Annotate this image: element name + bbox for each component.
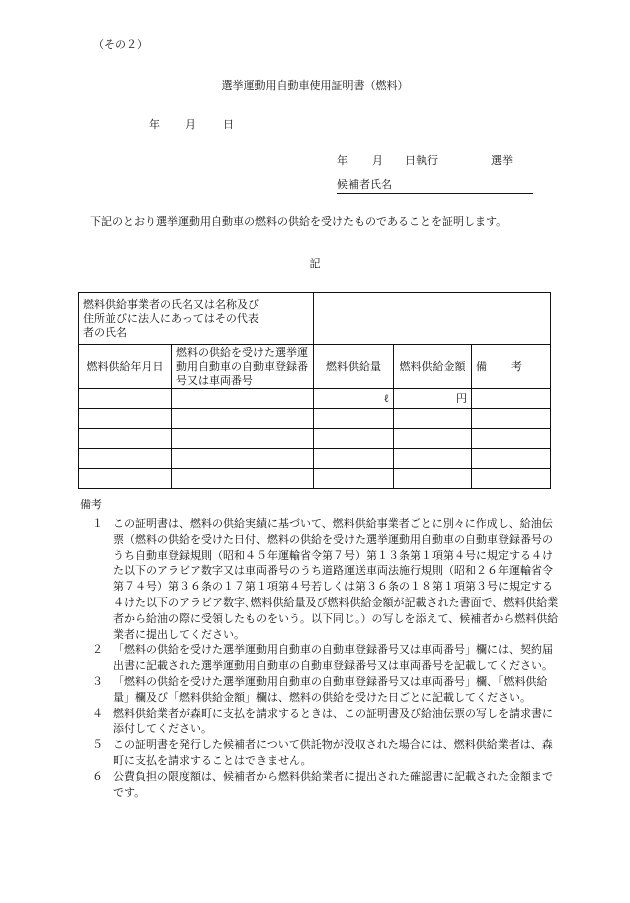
cell-date[interactable] [79, 429, 172, 449]
cell-fuel-amount[interactable] [314, 409, 394, 429]
fuel-certificate-table [78, 292, 551, 489]
table-row [79, 469, 551, 489]
exec-year-label: 年 [337, 154, 348, 167]
exec-month-label: 月 [372, 154, 383, 167]
month-label: 月 [185, 118, 196, 131]
table-header-row [79, 345, 551, 389]
note-number: １ [92, 517, 103, 530]
cell-date[interactable] [79, 389, 172, 409]
year-label: 年 [149, 118, 160, 131]
note-number: ５ [92, 738, 103, 752]
table-row [79, 389, 551, 409]
cell-remarks[interactable] [472, 389, 551, 409]
col-header-fuel-amount: 燃料供給量 [314, 345, 394, 389]
supplier-label-cell: 燃料供給事業者の氏名又は名称及び住所並びに法人にあってはその代表者の氏名 [79, 293, 314, 345]
supplier-row [79, 293, 551, 345]
candidate-name-label: 候補者氏名 [337, 178, 392, 191]
col-header-fuel-cost: 燃料供給金額 [394, 345, 472, 389]
cell-remarks[interactable] [472, 409, 551, 429]
cell-fuel-cost[interactable] [394, 449, 472, 469]
document-title: 選挙運動用自動車使用証明書（燃料） [221, 79, 409, 92]
list-item [80, 642, 560, 674]
day-label: 日 [223, 118, 234, 131]
cell-date[interactable] [79, 409, 172, 429]
table-row [79, 449, 551, 469]
election-execution-line [337, 152, 513, 168]
note-text: この証明書は、燃料の供給実績に基づいて、燃料供給事業者ごとに別々に作成し、給油伝票（燃料の供給を受けた日付、燃料の供給を受けた選挙運動用自動車の自動車登録番号のうち自動車登録規則（昭和４５年運輸省令第７号）第１３条第１項第４号に規定する４けた以下のアラビア数字又は車両番号のうち道路運送車両法施行規則（昭和２６年運輸省令第７４号）第３６条の１７第１項第４号若しくは第３６条の１８第１項第３号に規定する４けた以下のアラビア数字､燃料供給量及び燃料供給金額が記載された書面で、燃料供給業者から給油の際に受領したものをいう。以下同じ。）の写しを添えて、候補者から燃料供給業者に提出してください。 [113, 517, 559, 641]
cell-vehicle[interactable] [172, 409, 314, 429]
cell-fuel-cost[interactable] [394, 389, 472, 409]
note-text: 燃料供給業者が森町に支払を請求するときは、この証明書及び給油伝票の写しを請求書に添付してください。 [113, 706, 553, 736]
supplier-input-cell[interactable] [314, 293, 551, 345]
cell-remarks[interactable] [472, 449, 551, 469]
cell-vehicle[interactable] [172, 469, 314, 489]
note-number: ２ [92, 643, 103, 657]
note-number: ３ [92, 674, 103, 688]
exec-day-label: 日執行 [405, 154, 438, 167]
cell-fuel-amount[interactable] [314, 389, 394, 409]
cell-remarks[interactable] [472, 429, 551, 449]
cell-vehicle[interactable] [172, 389, 314, 409]
cell-remarks[interactable] [472, 469, 551, 489]
issue-date-line [149, 116, 234, 132]
notes-list [80, 516, 560, 800]
note-number: ６ [92, 769, 103, 783]
list-item [80, 737, 560, 769]
col-header-remarks: 備考 [472, 345, 551, 389]
cell-date[interactable] [79, 449, 172, 469]
cell-date[interactable] [79, 469, 172, 489]
list-item [80, 769, 560, 801]
candidate-name-line [337, 176, 533, 194]
cell-vehicle[interactable] [172, 429, 314, 449]
cell-fuel-cost[interactable] [394, 469, 472, 489]
certification-statement: 下記のとおり選挙運動用自動車の燃料の供給を受けたものであることを証明します。 [90, 215, 508, 228]
liter-unit: ℓ [383, 391, 390, 405]
yen-unit: 円 [456, 391, 468, 405]
col-header-date: 燃料供給年月日 [79, 345, 172, 389]
note-text: 「燃料の供給を受けた選挙運動用自動車の自動車登録番号又は車両番号」欄には、契約届出書に記載された選挙運動用自動車の自動車登録番号又は車両番号を記載してください。 [113, 643, 553, 673]
cell-fuel-amount[interactable] [314, 449, 394, 469]
form-number-label: （その２） [93, 38, 148, 51]
notes-heading: 備考 [80, 498, 102, 511]
note-number: ４ [92, 706, 103, 720]
cell-fuel-amount[interactable] [314, 429, 394, 449]
note-text: この証明書を発行した候補者について供託物が没収された場合には、燃料供給業者は、森町に支払を請求することはできません。 [113, 738, 553, 767]
note-text: 公費負担の限度額は、候補者から燃料供給業者に提出された確認書に記載された金額までです。 [113, 769, 553, 799]
list-item [80, 674, 560, 706]
table-row [79, 429, 551, 449]
col-header-vehicle-number: 燃料の供給を受けた選挙運動用自動車の自動車登録番号又は車両番号 [172, 345, 314, 389]
list-item [80, 516, 560, 642]
ki-heading: 記 [309, 257, 321, 270]
election-label: 選挙 [491, 154, 513, 167]
note-text: 「燃料の供給を受けた選挙運動用自動車の自動車登録番号又は車両番号」欄、「燃料供給量」欄及び「燃料供給金額」欄は、燃料の供給を受けた日ごとに記載してください。 [113, 674, 548, 704]
list-item [80, 706, 560, 738]
cell-fuel-cost[interactable] [394, 429, 472, 449]
cell-fuel-amount[interactable] [314, 469, 394, 489]
cell-fuel-cost[interactable] [394, 409, 472, 429]
table-row [79, 409, 551, 429]
cell-vehicle[interactable] [172, 449, 314, 469]
